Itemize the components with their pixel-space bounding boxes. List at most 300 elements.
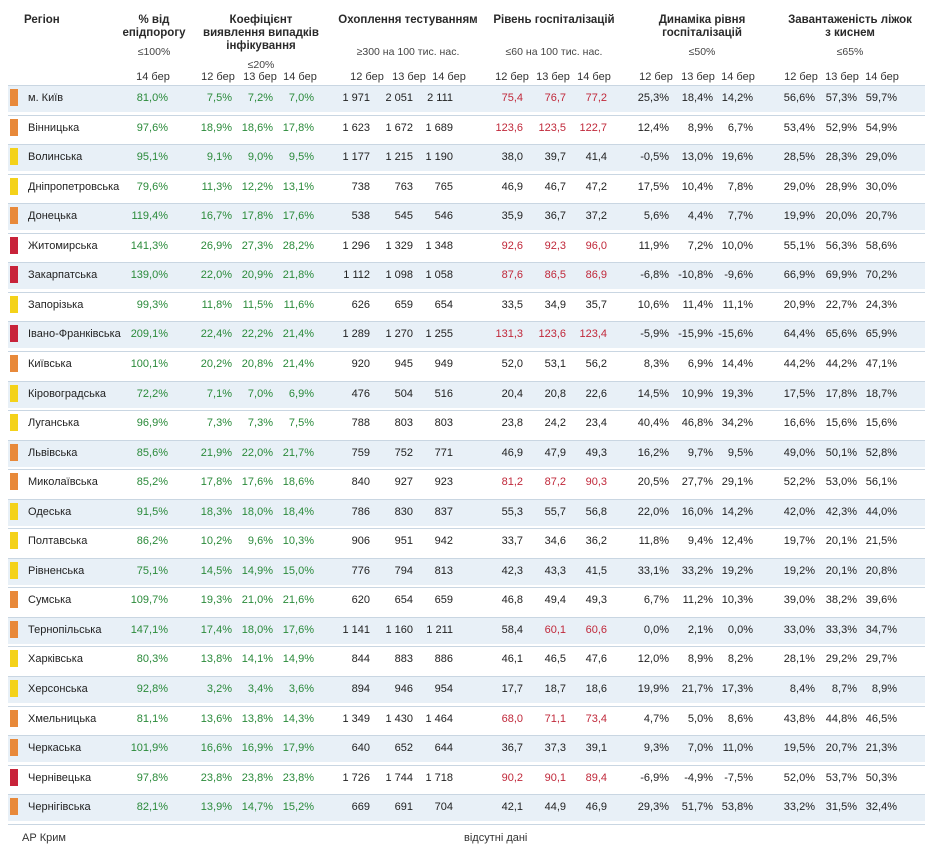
table-row xyxy=(8,529,925,555)
detection-coef-cell: 14,3% xyxy=(282,713,314,725)
detection-coef-cell: 10,2% xyxy=(200,535,232,547)
oxygen-beds-cell: 24,3% xyxy=(865,299,897,311)
test-coverage-cell: 906 xyxy=(351,535,370,547)
hosp-dynamics-cell: 27,7% xyxy=(681,476,713,488)
table-row xyxy=(8,766,925,792)
test-coverage-cell: 794 xyxy=(394,565,413,577)
test-coverage-cell: 738 xyxy=(351,181,370,193)
test-coverage-cell: 1 098 xyxy=(385,269,413,281)
region-name: Одеська xyxy=(28,506,72,518)
region-name: Чернівецька xyxy=(28,772,92,784)
oxygen-beds-cell: 47,1% xyxy=(865,358,897,370)
table-row xyxy=(8,618,925,644)
test-coverage-cell: 752 xyxy=(394,447,413,459)
hosp-dynamics-cell: 29,3% xyxy=(637,801,669,813)
hospitalization-cell: 52,0 xyxy=(501,358,523,370)
test-coverage-cell: 545 xyxy=(394,210,413,222)
oxygen-beds-cell: 28,3% xyxy=(825,151,857,163)
status-indicator xyxy=(10,385,18,402)
test-coverage-cell: 1 623 xyxy=(342,122,370,134)
oxygen-beds-cell: 58,6% xyxy=(865,240,897,252)
hosp-dynamics-cell: 6,7% xyxy=(643,594,669,606)
hospitalization-cell: 44,9 xyxy=(544,801,566,813)
hospitalization-cell: 49,4 xyxy=(544,594,566,606)
hosp-dynamics-cell: 16,2% xyxy=(637,447,669,459)
hosp-dynamics-cell: -5,9% xyxy=(640,328,669,340)
hospitalization-cell: 81,2 xyxy=(501,476,523,488)
hospitalization-cell: 56,2 xyxy=(585,358,607,370)
hosp-dynamics-cell: -4,9% xyxy=(684,772,713,784)
hospitalization-cell: 36,7 xyxy=(501,742,523,754)
test-coverage-cell: 626 xyxy=(351,299,370,311)
detection-coef-cell: 14,1% xyxy=(241,653,273,665)
oxygen-beds-cell: 56,3% xyxy=(825,240,857,252)
header-hosp: Рівень госпіталізацій ≤60 на 100 тис. нас. xyxy=(493,14,615,58)
hospitalization-cell: 56,8 xyxy=(585,506,607,518)
hosp-dynamics-cell: 14,4% xyxy=(721,358,753,370)
hospitalization-cell: 86,9 xyxy=(585,269,607,281)
oxygen-beds-cell: 43,8% xyxy=(783,713,815,725)
hospitalization-cell: 37,3 xyxy=(544,742,566,754)
hosp-dynamics-cell: 10,6% xyxy=(637,299,669,311)
region-name: Полтавська xyxy=(28,535,88,547)
detection-coef-cell: 17,9% xyxy=(282,742,314,754)
hosp-dynamics-cell: 8,2% xyxy=(727,653,753,665)
region-name: Вінницька xyxy=(28,122,80,134)
hospitalization-cell: 41,5 xyxy=(585,565,607,577)
test-coverage-cell: 759 xyxy=(351,447,370,459)
detection-coef-cell: 7,5% xyxy=(206,92,232,104)
hosp-dynamics-cell: 8,9% xyxy=(687,653,713,665)
oxygen-beds-cell: 29,0% xyxy=(783,181,815,193)
oxygen-beds-cell: 65,9% xyxy=(865,328,897,340)
table-row xyxy=(8,588,925,614)
oxygen-beds-cell: 53,4% xyxy=(783,122,815,134)
test-coverage-cell: 923 xyxy=(434,476,453,488)
oxygen-beds-cell: 42,3% xyxy=(825,506,857,518)
table-row xyxy=(8,204,925,230)
test-coverage-cell: 704 xyxy=(434,801,453,813)
status-indicator xyxy=(10,591,18,608)
hosp-dynamics-cell: 12,0% xyxy=(637,653,669,665)
region-name: Черкаська xyxy=(28,742,82,754)
hospitalization-cell: 23,4 xyxy=(585,417,607,429)
hospitalization-cell: 41,4 xyxy=(585,151,607,163)
table-row xyxy=(8,234,925,260)
detection-coef-cell: 7,2% xyxy=(247,92,273,104)
oxygen-beds-cell: 20,1% xyxy=(825,535,857,547)
hospitalization-cell: 60,1 xyxy=(544,624,566,636)
detection-coef-cell: 13,1% xyxy=(282,181,314,193)
test-coverage-cell: 927 xyxy=(394,476,413,488)
epi-threshold-cell: 97,6% xyxy=(136,122,168,134)
test-coverage-cell: 837 xyxy=(434,506,453,518)
date-label: 12 бер xyxy=(350,71,384,83)
status-indicator xyxy=(10,473,18,490)
hosp-dynamics-cell: 22,0% xyxy=(637,506,669,518)
hosp-dynamics-cell: 6,9% xyxy=(687,358,713,370)
epi-threshold-cell: 139,0% xyxy=(130,269,168,281)
detection-coef-cell: 18,0% xyxy=(241,506,273,518)
test-coverage-cell: 951 xyxy=(394,535,413,547)
date-label: 14 бер xyxy=(136,71,170,83)
oxygen-beds-cell: 28,5% xyxy=(783,151,815,163)
test-coverage-cell: 1 211 xyxy=(426,624,453,636)
oxygen-beds-cell: 44,2% xyxy=(783,358,815,370)
test-coverage-cell: 1 112 xyxy=(343,269,370,281)
table-row xyxy=(8,795,925,821)
hosp-dynamics-cell: 19,9% xyxy=(637,683,669,695)
hosp-dynamics-cell: 11,1% xyxy=(722,299,753,311)
oxygen-beds-cell: 19,5% xyxy=(783,742,815,754)
hosp-dynamics-cell: 33,2% xyxy=(681,565,713,577)
date-label: 14 бер xyxy=(721,71,755,83)
test-coverage-cell: 620 xyxy=(351,594,370,606)
header-coverage: Охоплення тестуванням ≥300 на 100 тис. нас. xyxy=(338,14,478,58)
region-name: Запорізька xyxy=(28,299,84,311)
detection-coef-cell: 16,9% xyxy=(241,742,273,754)
oxygen-beds-cell: 19,2% xyxy=(783,565,815,577)
status-indicator xyxy=(10,207,18,224)
detection-coef-cell: 9,1% xyxy=(206,151,232,163)
test-coverage-cell: 765 xyxy=(434,181,453,193)
status-indicator xyxy=(10,414,18,431)
hospitalization-cell: 18,6 xyxy=(585,683,607,695)
hosp-dynamics-cell: 18,4% xyxy=(681,92,713,104)
oxygen-beds-cell: 42,0% xyxy=(783,506,815,518)
detection-coef-cell: 7,1% xyxy=(206,388,232,400)
detection-coef-cell: 13,8% xyxy=(200,653,232,665)
detection-coef-cell: 13,8% xyxy=(241,713,273,725)
oxygen-beds-cell: 16,6% xyxy=(783,417,815,429)
hospitalization-cell: 76,7 xyxy=(544,92,566,104)
epi-threshold-cell: 119,4% xyxy=(131,210,168,222)
hospitalization-cell: 46,9 xyxy=(585,801,607,813)
hospitalization-cell: 20,4 xyxy=(501,388,523,400)
oxygen-beds-cell: 46,5% xyxy=(865,713,897,725)
detection-coef-cell: 11,8% xyxy=(201,299,232,311)
hospitalization-cell: 58,4 xyxy=(501,624,523,636)
test-coverage-cell: 1 329 xyxy=(385,240,413,252)
test-coverage-cell: 949 xyxy=(434,358,453,370)
hospitalization-cell: 46,8 xyxy=(501,594,523,606)
status-indicator xyxy=(10,532,18,549)
detection-coef-cell: 27,3% xyxy=(241,240,273,252)
detection-coef-cell: 17,8% xyxy=(241,210,273,222)
oxygen-beds-cell: 21,3% xyxy=(865,742,897,754)
status-indicator xyxy=(10,266,18,283)
oxygen-beds-cell: 55,1% xyxy=(783,240,815,252)
hosp-dynamics-cell: 7,0% xyxy=(687,742,713,754)
detection-coef-cell: 14,9% xyxy=(241,565,273,577)
test-coverage-cell: 886 xyxy=(434,653,453,665)
hospitalization-cell: 122,7 xyxy=(579,122,607,134)
table-row xyxy=(8,647,925,673)
oxygen-beds-cell: 44,0% xyxy=(865,506,897,518)
hospitalization-cell: 35,7 xyxy=(585,299,607,311)
test-coverage-cell: 1 349 xyxy=(342,713,370,725)
hospitalization-cell: 47,6 xyxy=(585,653,607,665)
test-coverage-cell: 920 xyxy=(351,358,370,370)
oxygen-beds-cell: 18,7% xyxy=(865,388,897,400)
region-name: Закарпатська xyxy=(28,269,98,281)
table-row xyxy=(8,559,925,585)
region-name: Кіровоградська xyxy=(28,388,106,400)
detection-coef-cell: 3,6% xyxy=(288,683,314,695)
status-indicator xyxy=(10,119,18,136)
test-coverage-cell: 1 726 xyxy=(342,772,370,784)
detection-coef-cell: 28,2% xyxy=(282,240,314,252)
hospitalization-cell: 42,1 xyxy=(501,801,523,813)
hospitalization-cell: 33,7 xyxy=(501,535,523,547)
test-coverage-cell: 803 xyxy=(434,417,453,429)
date-label: 13 бер xyxy=(825,71,859,83)
status-indicator xyxy=(10,503,18,520)
region-name: Волинська xyxy=(28,151,83,163)
hosp-dynamics-cell: 11,9% xyxy=(638,240,669,252)
oxygen-beds-cell: 57,3% xyxy=(825,92,857,104)
oxygen-beds-cell: 52,2% xyxy=(783,476,815,488)
detection-coef-cell: 26,9% xyxy=(200,240,232,252)
test-coverage-cell: 476 xyxy=(351,388,370,400)
hosp-dynamics-cell: 5,0% xyxy=(687,713,713,725)
oxygen-beds-cell: 19,9% xyxy=(783,210,815,222)
oxygen-beds-cell: 56,1% xyxy=(865,476,897,488)
oxygen-beds-cell: 20,7% xyxy=(825,742,857,754)
date-label: 12 бер xyxy=(495,71,529,83)
date-label: 13 бер xyxy=(536,71,570,83)
detection-coef-cell: 17,8% xyxy=(282,122,314,134)
hospitalization-cell: 60,6 xyxy=(585,624,607,636)
oxygen-beds-cell: 69,9% xyxy=(825,269,857,281)
detection-coef-cell: 17,6% xyxy=(282,210,314,222)
oxygen-beds-cell: 8,9% xyxy=(871,683,897,695)
oxygen-beds-cell: 15,6% xyxy=(865,417,897,429)
test-coverage-cell: 1 672 xyxy=(385,122,413,134)
test-coverage-cell: 942 xyxy=(434,535,453,547)
region-name: Харківська xyxy=(28,653,83,665)
test-coverage-cell: 840 xyxy=(351,476,370,488)
detection-coef-cell: 23,8% xyxy=(241,772,273,784)
test-coverage-cell: 1 058 xyxy=(425,269,453,281)
oxygen-beds-cell: 66,9% xyxy=(783,269,815,281)
detection-coef-cell: 21,6% xyxy=(282,594,314,606)
status-indicator xyxy=(10,444,18,461)
epi-threshold-cell: 80,3% xyxy=(136,653,168,665)
test-coverage-cell: 2 111 xyxy=(427,92,453,104)
detection-coef-cell: 21,0% xyxy=(241,594,273,606)
region-name: Львівська xyxy=(28,447,78,459)
hospitalization-cell: 53,1 xyxy=(544,358,566,370)
hosp-dynamics-cell: 9,4% xyxy=(687,535,713,547)
hospitalization-cell: 123,5 xyxy=(538,122,566,134)
region-name: Тернопільська xyxy=(28,624,102,636)
oxygen-beds-cell: 28,1% xyxy=(783,653,815,665)
status-indicator xyxy=(10,237,18,254)
hosp-dynamics-cell: 14,2% xyxy=(721,506,753,518)
oxygen-beds-cell: 39,6% xyxy=(865,594,897,606)
hosp-dynamics-cell: -6,9% xyxy=(640,772,669,784)
detection-coef-cell: 19,3% xyxy=(200,594,232,606)
detection-coef-cell: 14,5% xyxy=(200,565,232,577)
detection-coef-cell: 17,6% xyxy=(282,624,314,636)
oxygen-beds-cell: 52,9% xyxy=(825,122,857,134)
detection-coef-cell: 3,4% xyxy=(247,683,273,695)
hospitalization-cell: 68,0 xyxy=(501,713,523,725)
status-indicator xyxy=(10,621,18,638)
oxygen-beds-cell: 30,0% xyxy=(865,181,897,193)
oxygen-beds-cell: 39,0% xyxy=(783,594,815,606)
test-coverage-cell: 654 xyxy=(394,594,413,606)
region-name: Донецька xyxy=(28,210,78,222)
table-row xyxy=(8,263,925,289)
date-label: 14 бер xyxy=(283,71,317,83)
hospitalization-cell: 87,2 xyxy=(544,476,566,488)
detection-coef-cell: 17,4% xyxy=(200,624,232,636)
detection-coef-cell: 11,3% xyxy=(201,181,232,193)
hospitalization-cell: 131,3 xyxy=(495,328,523,340)
detection-coef-cell: 22,2% xyxy=(241,328,273,340)
status-indicator xyxy=(10,296,18,313)
hosp-dynamics-cell: 21,7% xyxy=(681,683,713,695)
test-coverage-cell: 691 xyxy=(394,801,413,813)
hosp-dynamics-cell: 10,3% xyxy=(721,594,753,606)
hospitalization-cell: 36,7 xyxy=(544,210,566,222)
hospitalization-cell: 55,3 xyxy=(501,506,523,518)
status-indicator xyxy=(10,178,18,195)
epi-threshold-cell: 75,1% xyxy=(136,565,168,577)
test-coverage-cell: 1 177 xyxy=(342,151,370,163)
table-row xyxy=(8,500,925,526)
test-coverage-cell: 830 xyxy=(394,506,413,518)
hospitalization-cell: 33,5 xyxy=(501,299,523,311)
oxygen-beds-cell: 54,9% xyxy=(865,122,897,134)
hosp-dynamics-cell: 14,2% xyxy=(721,92,753,104)
hospitalization-cell: 39,1 xyxy=(585,742,607,754)
table-row xyxy=(8,470,925,496)
header-region: Регіон xyxy=(24,14,60,26)
hosp-dynamics-cell: -6,8% xyxy=(640,269,669,281)
detection-coef-cell: 16,6% xyxy=(200,742,232,754)
oxygen-beds-cell: 20,1% xyxy=(825,565,857,577)
hosp-dynamics-cell: -0,5% xyxy=(640,151,669,163)
detection-coef-cell: 21,4% xyxy=(282,328,314,340)
test-coverage-cell: 516 xyxy=(434,388,453,400)
epi-threshold-cell: 141,3% xyxy=(130,240,168,252)
detection-coef-cell: 20,9% xyxy=(241,269,273,281)
epi-threshold-cell: 72,2% xyxy=(136,388,168,400)
oxygen-beds-cell: 49,0% xyxy=(783,447,815,459)
hospitalization-cell: 20,8 xyxy=(544,388,566,400)
hospitalization-cell: 71,1 xyxy=(544,713,566,725)
status-indicator xyxy=(10,355,18,372)
hosp-dynamics-cell: 14,5% xyxy=(637,388,669,400)
oxygen-beds-cell: 52,8% xyxy=(865,447,897,459)
row-divider xyxy=(8,824,925,825)
detection-coef-cell: 9,6% xyxy=(247,535,273,547)
header-dynamics: Динаміка рівня госпіталізацій ≤50% xyxy=(658,14,746,58)
hosp-dynamics-cell: 29,1% xyxy=(721,476,753,488)
hospitalization-cell: 37,2 xyxy=(585,210,607,222)
hosp-dynamics-cell: -7,5% xyxy=(724,772,753,784)
oxygen-beds-cell: 70,2% xyxy=(865,269,897,281)
detection-coef-cell: 22,0% xyxy=(200,269,232,281)
region-name: Івано-Франківська xyxy=(28,328,121,340)
detection-coef-cell: 11,5% xyxy=(242,299,273,311)
oxygen-beds-cell: 33,0% xyxy=(783,624,815,636)
oxygen-beds-cell: 17,5% xyxy=(783,388,815,400)
detection-coef-cell: 21,7% xyxy=(282,447,314,459)
hosp-dynamics-cell: 8,9% xyxy=(687,122,713,134)
test-coverage-cell: 1 718 xyxy=(425,772,453,784)
hosp-dynamics-cell: 10,4% xyxy=(681,181,713,193)
oxygen-beds-cell: 20,0% xyxy=(825,210,857,222)
hospitalization-cell: 89,4 xyxy=(585,772,607,784)
epi-threshold-cell: 85,6% xyxy=(136,447,168,459)
oxygen-beds-cell: 8,4% xyxy=(789,683,815,695)
oxygen-beds-cell: 31,5% xyxy=(825,801,857,813)
hospitalization-cell: 92,6 xyxy=(501,240,523,252)
oxygen-beds-cell: 34,7% xyxy=(865,624,897,636)
hosp-dynamics-cell: 7,8% xyxy=(727,181,753,193)
hospitalization-cell: 96,0 xyxy=(585,240,607,252)
detection-coef-cell: 7,0% xyxy=(247,388,273,400)
hospitalization-cell: 18,7 xyxy=(544,683,566,695)
hosp-dynamics-cell: 20,5% xyxy=(637,476,669,488)
epi-threshold-cell: 101,9% xyxy=(130,742,168,754)
status-indicator xyxy=(10,710,18,727)
hosp-dynamics-cell: 19,6% xyxy=(721,151,753,163)
region-name: Хмельницька xyxy=(28,713,97,725)
table-row xyxy=(8,441,925,467)
detection-coef-cell: 22,4% xyxy=(200,328,232,340)
hospitalization-cell: 75,4 xyxy=(501,92,523,104)
hosp-dynamics-cell: 8,6% xyxy=(727,713,753,725)
test-coverage-cell: 945 xyxy=(394,358,413,370)
footer-region: АР Крим xyxy=(22,832,66,844)
test-coverage-cell: 763 xyxy=(394,181,413,193)
oxygen-beds-cell: 17,8% xyxy=(825,388,857,400)
test-coverage-cell: 1 141 xyxy=(342,624,370,636)
oxygen-beds-cell: 21,5% xyxy=(865,535,897,547)
hosp-dynamics-cell: 19,3% xyxy=(721,388,753,400)
hospitalization-cell: 47,2 xyxy=(585,181,607,193)
table-row xyxy=(8,322,925,348)
hospitalization-cell: 24,2 xyxy=(544,417,566,429)
hosp-dynamics-cell: 7,2% xyxy=(687,240,713,252)
detection-coef-cell: 18,6% xyxy=(241,122,273,134)
table-row xyxy=(8,352,925,378)
date-label: 12 бер xyxy=(639,71,673,83)
epi-threshold-cell: 147,1% xyxy=(130,624,168,636)
status-indicator xyxy=(10,562,18,579)
hosp-dynamics-cell: 11,4% xyxy=(682,299,713,311)
hospitalization-cell: 73,4 xyxy=(585,713,607,725)
hospitalization-cell: 90,3 xyxy=(585,476,607,488)
hospitalization-cell: 46,1 xyxy=(501,653,523,665)
header-epi: % від епідпорогу ≤100% xyxy=(122,14,186,58)
test-coverage-cell: 1 190 xyxy=(425,151,453,163)
detection-coef-cell: 18,4% xyxy=(282,506,314,518)
test-coverage-cell: 654 xyxy=(434,299,453,311)
hosp-dynamics-cell: 9,3% xyxy=(643,742,669,754)
hospitalization-cell: 87,6 xyxy=(501,269,523,281)
hospitalization-cell: 36,2 xyxy=(585,535,607,547)
oxygen-beds-cell: 53,7% xyxy=(825,772,857,784)
test-coverage-cell: 640 xyxy=(351,742,370,754)
detection-coef-cell: 18,9% xyxy=(200,122,232,134)
detection-coef-cell: 14,7% xyxy=(241,801,273,813)
